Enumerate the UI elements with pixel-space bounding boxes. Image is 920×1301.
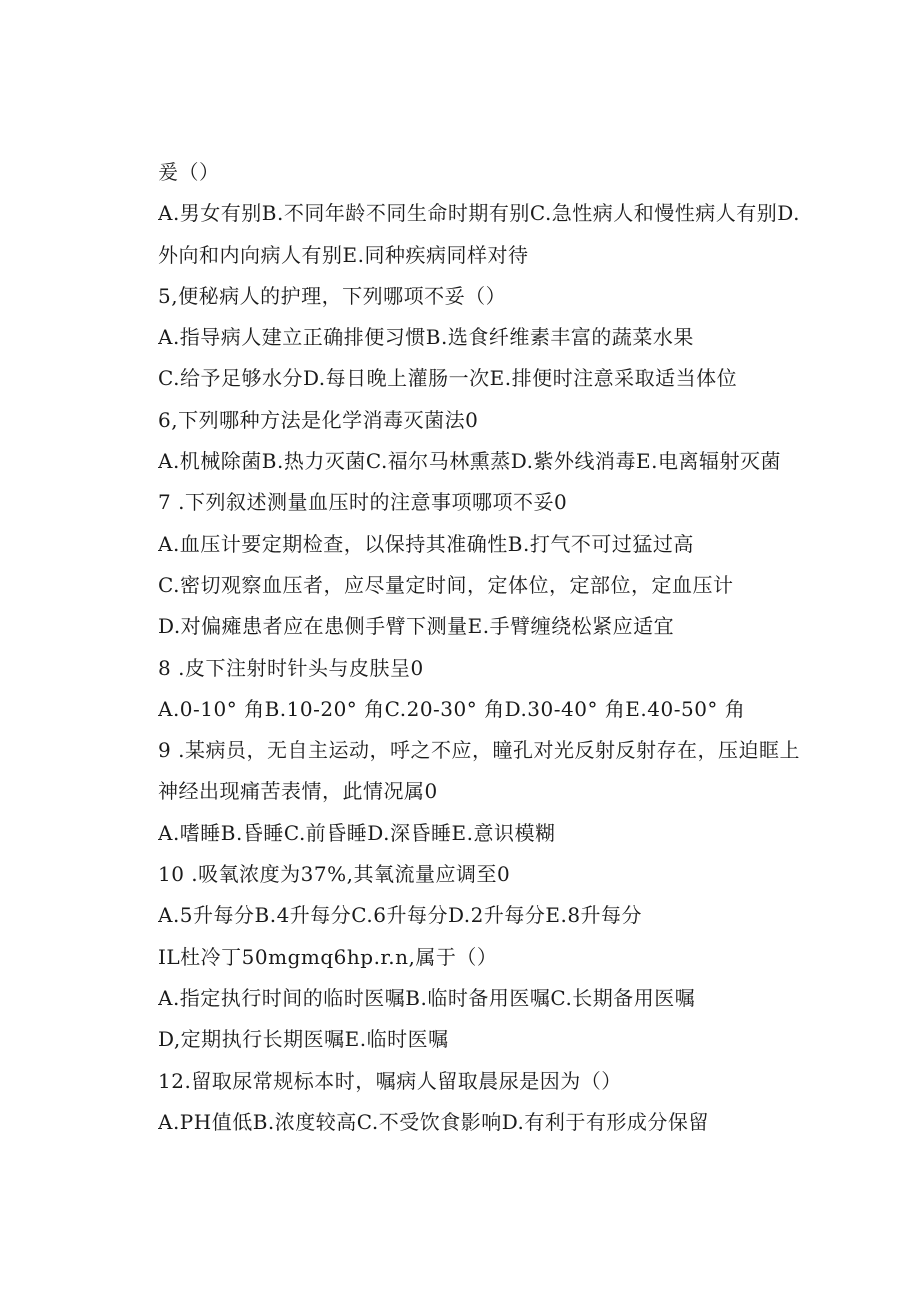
text-line: D,定期执行长期医嘱E.临时医嘱 <box>158 1027 449 1052</box>
text-line: D.对偏瘫患者应在患侧手臂下测量E.手臂缠绕松紧应适宜 <box>158 614 675 639</box>
text-line: A.指导病人建立正确排便习惯B.选食纤维素丰富的蔬菜水果 <box>158 325 694 350</box>
text-line: 外向和内向病人有别E.同种疾病同样对待 <box>158 242 529 267</box>
text-line: C.给予足够水分D.每日晚上灌肠一次E.排便时注意采取适当体位 <box>158 366 738 391</box>
text-line: 9 .某病员，无自主运动，呼之不应，瞳孔对光反射反射存在，压迫眶上 <box>158 738 800 763</box>
text-line: A.血压计要定期检查，以保持其准确性B.打气不可过猛过高 <box>158 531 694 556</box>
text-line: A.指定执行时间的临时医嘱B.临时备用医嘱C.长期备用医嘱 <box>158 985 696 1010</box>
text-line: A.嗜睡B.昏睡C.前昏睡D.深昏睡E.意识模糊 <box>158 820 556 845</box>
text-line: 10 .吸氧浓度为37%,其氧流量应调至0 <box>158 862 511 887</box>
text-line: A.5升每分B.4升每分C.6升每分D.2升每分E.8升每分 <box>158 903 643 928</box>
text-line: A.男女有别B.不同年龄不同生命时期有别C.急性病人和慢性病人有别D. <box>158 201 800 226</box>
text-line: 神经出现痛苦表情，此情况属0 <box>158 779 438 804</box>
text-line: 5,便秘病人的护理，下列哪项不妥（） <box>158 283 507 308</box>
text-line: A.0-10° 角B.10-20° 角C.20-30° 角D.30-40° 角E.40-50° 角 <box>158 696 746 721</box>
text-line: A.机械除菌B.热力灭菌C.福尔马林熏蒸D.紫外线消毒E.电离辐射灭菌 <box>158 449 781 474</box>
text-line: C.密切观察血压者，应尽量定时间，定体位，定部位，定血压计 <box>158 572 734 597</box>
text-line: 8 .皮下注射时针头与皮肤呈0 <box>158 655 424 680</box>
text-line: 7 .下列叙述测量血压时的注意事项哪项不妥0 <box>158 490 568 515</box>
question-text-block <box>158 152 838 1143</box>
text-line: 6,下列哪种方法是化学消毒灭菌法0 <box>158 407 479 432</box>
text-line: A.PH值低B.浓度较高C.不受饮食影响D.有利于有形成分保留 <box>158 1109 709 1134</box>
text-line: 12.留取尿常规标本时，嘱病人留取晨尿是因为（） <box>158 1068 622 1093</box>
text-line: IL杜冷丁50mgmq6hp.r.n,属于（） <box>158 944 498 969</box>
text-line: 爰（） <box>158 160 220 184</box>
